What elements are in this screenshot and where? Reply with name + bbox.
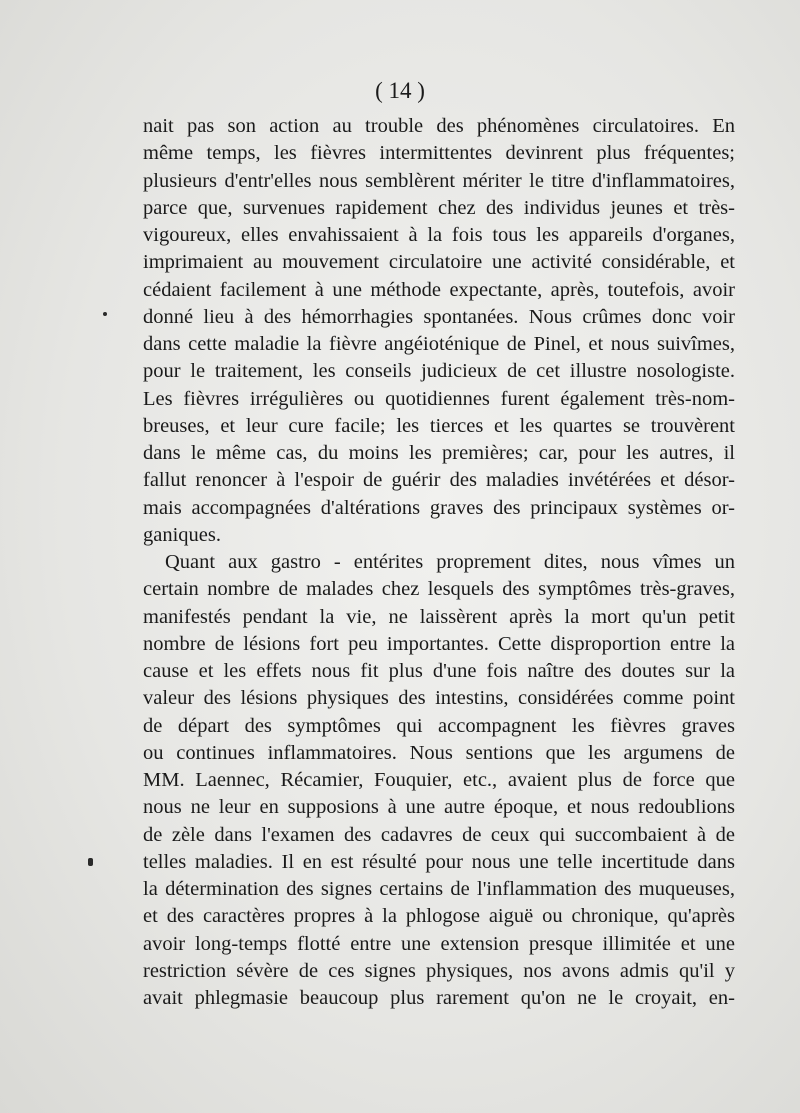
text-line: donné lieu à des hémorrhagies spontanées. Nous crûmes donc voir <box>143 305 735 328</box>
text-line: dans le même cas, du moins les premières; car, pour les autres, il <box>143 442 735 464</box>
page-number: ( 14 ) <box>375 78 425 103</box>
text-line: avoir long-temps flotté entre une extension presque illimitée et une <box>143 932 735 955</box>
text-line: Quant aux gastro - entérites proprement dites, nous vîmes un <box>165 551 735 573</box>
text-line: parce que, survenues rapidement chez des individus jeunes et très- <box>143 196 735 219</box>
paragraph-1 <box>143 113 735 549</box>
ink-speck <box>103 312 107 316</box>
text-line: vigoureux, elles envahissaient à la fois tous les appareils d'organes, <box>143 224 735 246</box>
text-line: cédaient facilement à une méthode expectante, après, toutefois, avoir <box>143 278 735 301</box>
text-line: valeur des lésions physiques des intestins, considérées comme point <box>143 687 735 710</box>
text-line: ganiques. <box>143 523 221 546</box>
body-text <box>143 113 735 1012</box>
text-line: nous ne leur en supposions à une autre époque, et nous redoublions <box>143 796 735 819</box>
text-line: nait pas son action au trouble des phénomènes circulatoires. En <box>143 115 735 137</box>
paragraph-2 <box>143 549 735 1012</box>
text-line: fallut renoncer à l'espoir de guérir des maladies invétérées et désor- <box>143 469 735 492</box>
text-line: dans cette maladie la fièvre angéioténique de Pinel, et nous suivîmes, <box>143 333 735 355</box>
text-line: certain nombre de malades chez lesquels des symptômes très-graves, <box>143 578 735 601</box>
text-line: même temps, les fièvres intermittentes devinrent plus fréquentes; <box>143 142 735 165</box>
text-line: nombre de lésions fort peu importantes. Cette disproportion entre la <box>143 632 735 655</box>
text-line: la détermination des signes certains de l'inflammation des muqueuses, <box>143 878 735 900</box>
text-line: de zèle dans l'examen des cadavres de ceux qui succombaient à de <box>143 823 735 846</box>
text-line: avait phlegmasie beaucoup plus rarement qu'on ne le croyait, en- <box>143 987 735 1009</box>
text-line: imprimaient au mouvement circulatoire une activité considérable, et <box>143 251 735 274</box>
text-line: mais accompagnées d'altérations graves des principaux systèmes or- <box>143 496 735 519</box>
text-line: restriction sévère de ces signes physiques, nos avons admis qu'il y <box>143 959 735 982</box>
text-line: pour le traitement, les conseils judicieux de cet illustre nosologiste. <box>143 360 735 383</box>
ink-speck <box>88 858 93 866</box>
text-line: Les fièvres irrégulières ou quotidiennes furent également très-nom- <box>143 387 735 410</box>
text-line: ou continues inflammatoires. Nous sentions que les argumens de <box>143 741 735 764</box>
text-line: cause et les effets nous fit plus d'une fois naître des doutes sur la <box>143 660 735 682</box>
text-line: breuses, et leur cure facile; les tierces et les quartes se trouvèrent <box>143 414 735 437</box>
text-line: MM. Laennec, Récamier, Fouquier, etc., avaient plus de force que <box>143 769 735 791</box>
text-line: manifestés pendant la vie, ne laissèrent après la mort qu'un petit <box>143 605 735 628</box>
text-line: de départ des symptômes qui accompagnent les fièvres graves <box>143 714 735 737</box>
text-line: et des caractères propres à la phlogose aiguë ou chronique, qu'après <box>143 905 735 928</box>
text-line: plusieurs d'entr'elles nous semblèrent mériter le titre d'inflammatoires, <box>143 169 735 192</box>
text-line: telles maladies. Il en est résulté pour nous une telle incertitude dans <box>143 850 735 873</box>
